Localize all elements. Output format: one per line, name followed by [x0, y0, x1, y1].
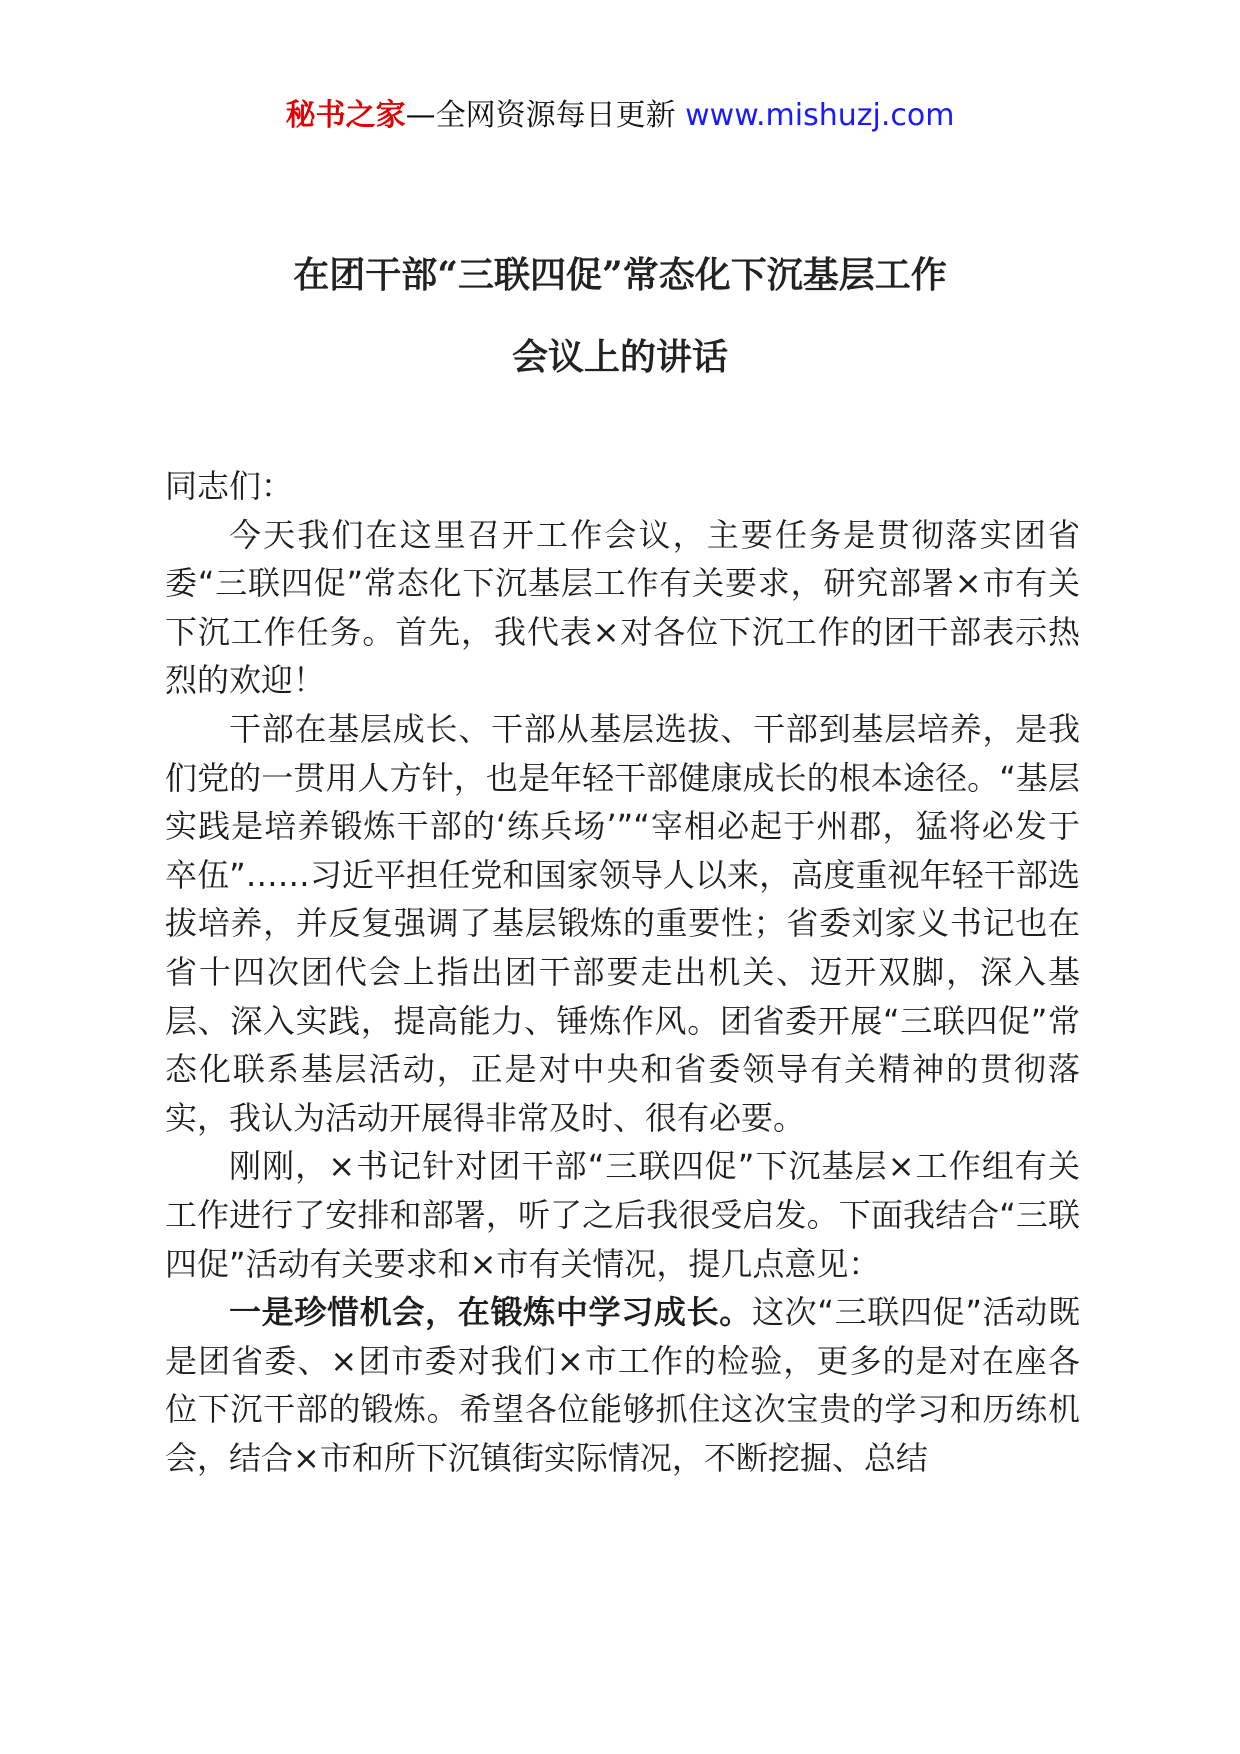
site-brand: 秘书之家	[285, 98, 406, 133]
paragraph-4	[165, 1288, 1080, 1482]
salutation: 同志们：	[165, 467, 294, 505]
document-body	[165, 462, 1080, 1482]
site-header	[0, 96, 1240, 136]
paragraph-2: 干部在基层成长、干部从基层选拔、干部到基层培养，是我们党的一贯用人方针，也是年轻干部健康成长的根本途径。“基层实践是培养锻炼干部的‘练兵场’”“宰相必起于州郡，猛将必发于卒伍”……习近平担任党和国家领导人以来，高度重视年轻干部选拔培养，并反复强调了基层锻炼的重要性；省委刘家义书记也在省十四次团代会上指出团干部要走出机关、迈开双脚，深入基层、深入实践，提高能力、锤炼作风。团省委开展“三联四促”常态化联系基层活动，正是对中央和省委领导有关精神的贯彻落实，我认为活动开展得非常及时、很有必要。	[165, 709, 1080, 1137]
site-tagline: —全网资源每日更新	[405, 98, 676, 133]
document-title-line-2: 会议上的讲话	[511, 336, 728, 378]
document-title-line-1: 在团干部“三联四促”常态化下沉基层工作	[293, 254, 947, 296]
paragraph-4-lead: 一是珍惜机会，在锻炼中学习成长。	[229, 1293, 752, 1332]
paragraph-1: 今天我们在这里召开工作会议，主要任务是贯彻落实团省委“三联四促”常态化下沉基层工作有关要求，研究部署×市有关下沉工作任务。首先，我代表×对各位下沉工作的团干部表示热烈的欢迎！	[165, 515, 1080, 700]
site-url-link[interactable]: www.mishuzj.com	[685, 98, 955, 133]
paragraph-3: 刚刚，×书记针对团干部“三联四促”下沉基层×工作组有关工作进行了安排和部署，听了之后我很受启发。下面我结合“三联四促”活动有关要求和×市有关情况，提几点意见：	[165, 1147, 1080, 1283]
paragraph-4-text: 这次“三联四促”活动既是团省委、×团市委对我们×市工作的检验，更多的是对在座各位下沉干部的锻炼。希望各位能够抓住这次宝贵的学习和历练机会，结合×市和所下沉镇街实际情况，不断挖掘、总结	[165, 1293, 1080, 1477]
